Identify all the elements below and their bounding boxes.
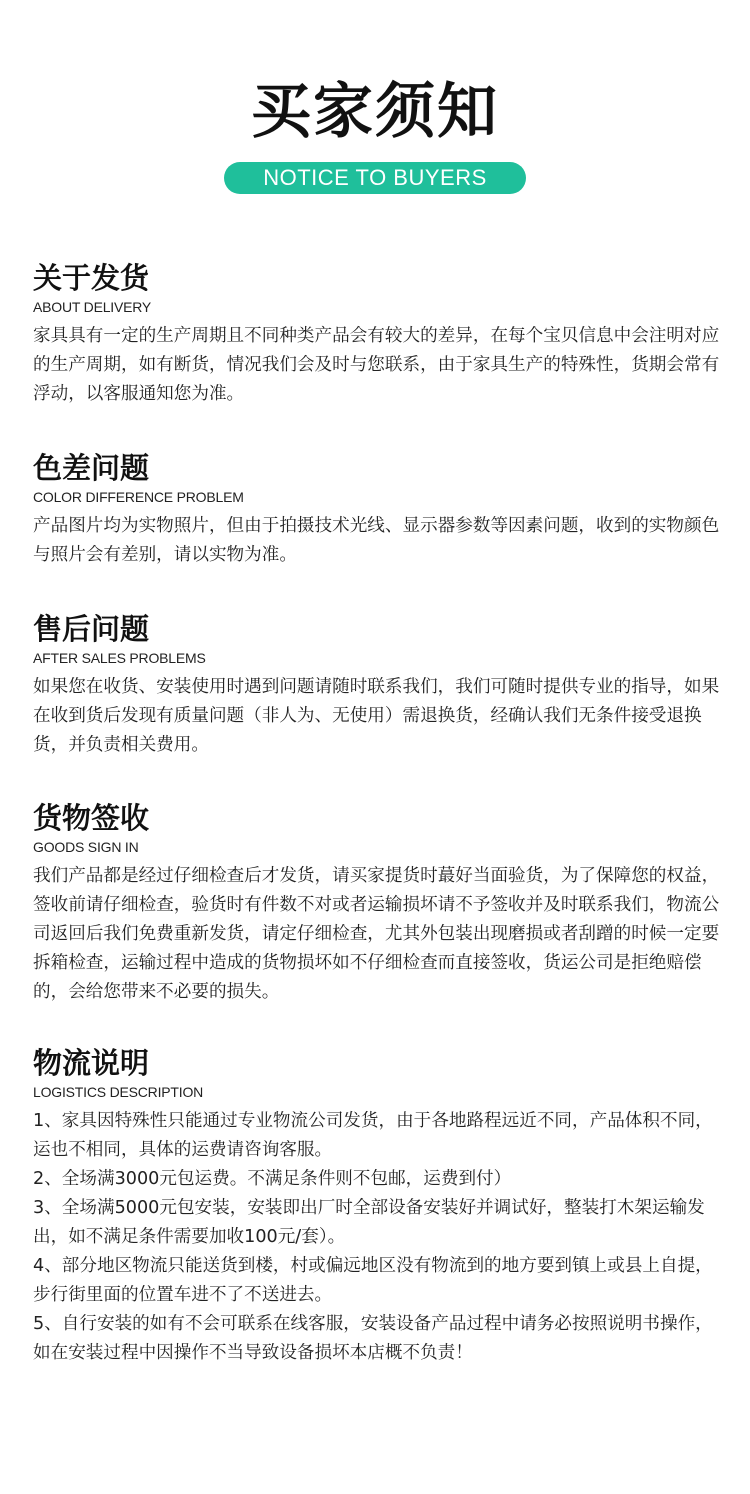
section-body bbox=[33, 862, 723, 1007]
page-title: 买家须知 bbox=[251, 77, 499, 147]
list-item: 2、全场满3000元包运费。不满足条件则不包邮，运费到付） bbox=[33, 1169, 512, 1189]
section-subtitle: ABOUT DELIVERY bbox=[33, 299, 152, 315]
section-title: 货物签收 bbox=[33, 801, 150, 835]
section-body bbox=[33, 1107, 723, 1368]
section-body bbox=[33, 322, 723, 409]
section-subtitle: COLOR DIFFERENCE PROBLEM bbox=[33, 489, 244, 505]
section-paragraph: 如果您在收货、安装使用时遇到问题请随时联系我们，我们可随时提供专业的指导，如果在收到货后发现有质量问题（非人为、无使用）需退换货，经确认我们无条件接受退换货，并负责相关费用。 bbox=[33, 677, 720, 755]
section-paragraph: 家具具有一定的生产周期且不同种类产品会有较大的差异，在每个宝贝信息中会注明对应的生产周期，如有断货，情况我们会及时与您联系，由于家具生产的特殊性，货期会常有浮动，以客服通知您为准。 bbox=[33, 326, 720, 404]
section-subtitle: AFTER SALES PROBLEMS bbox=[33, 650, 206, 666]
list-item: 3、全场满5000元包安装，安装即出厂时全部设备安装好并调试好，整装打木架运输发出，如不满足条件需要加收100元/套）。 bbox=[33, 1198, 705, 1247]
section-title: 售后问题 bbox=[33, 612, 150, 646]
section-title: 关于发货 bbox=[33, 261, 150, 295]
section-body bbox=[33, 512, 723, 570]
section-logistics bbox=[33, 1045, 723, 1368]
section-title: 物流说明 bbox=[33, 1046, 150, 1080]
section-subtitle: LOGISTICS DESCRIPTION bbox=[33, 1084, 204, 1100]
list-item: 1、家具因特殊性只能通过专业物流公司发货，由于各地路程远近不同，产品体积不同，运也不相同，具体的运费请咨询客服。 bbox=[33, 1111, 713, 1160]
section-after-sales bbox=[33, 611, 723, 760]
list-item: 5、自行安装的如有不会可联系在线客服，安装设备产品过程中请务必按照说明书操作，如在安装过程中因操作不当导致设备损坏本店概不负责！ bbox=[33, 1314, 713, 1363]
section-paragraph: 产品图片均为实物照片，但由于拍摄技术光线、显示器参数等因素问题，收到的实物颜色与照片会有差别，请以实物为准。 bbox=[33, 516, 720, 565]
list-item: 4、部分地区物流只能送货到楼，村或偏远地区没有物流到的地方要到镇上或县上自提，步行街里面的位置车进不了不送进去。 bbox=[33, 1256, 713, 1305]
section-body bbox=[33, 673, 723, 760]
section-color-difference bbox=[33, 450, 723, 570]
page-subtitle-badge: NOTICE TO BUYERS bbox=[224, 162, 526, 194]
section-paragraph: 我们产品都是经过仔细检查后才发货，请买家提货时蕞好当面验货，为了保障您的权益，签收前请仔细检查，验货时有件数不对或者运输损坏请不予签收并及时联系我们，物流公司返回后我们免费重新发货，请定仔细检查，尤其外包装出现磨损或者刮蹭的时候一定要拆箱检查，运输过程中造成的货物损坏如不仔细检查而直接签收，货运公司是拒绝赔偿的，会给您带来不必要的损失。 bbox=[33, 866, 720, 1002]
section-goods-sign-in bbox=[33, 800, 723, 1007]
section-subtitle: GOODS SIGN IN bbox=[33, 839, 139, 855]
section-delivery bbox=[33, 260, 723, 409]
section-title: 色差问题 bbox=[33, 451, 150, 485]
